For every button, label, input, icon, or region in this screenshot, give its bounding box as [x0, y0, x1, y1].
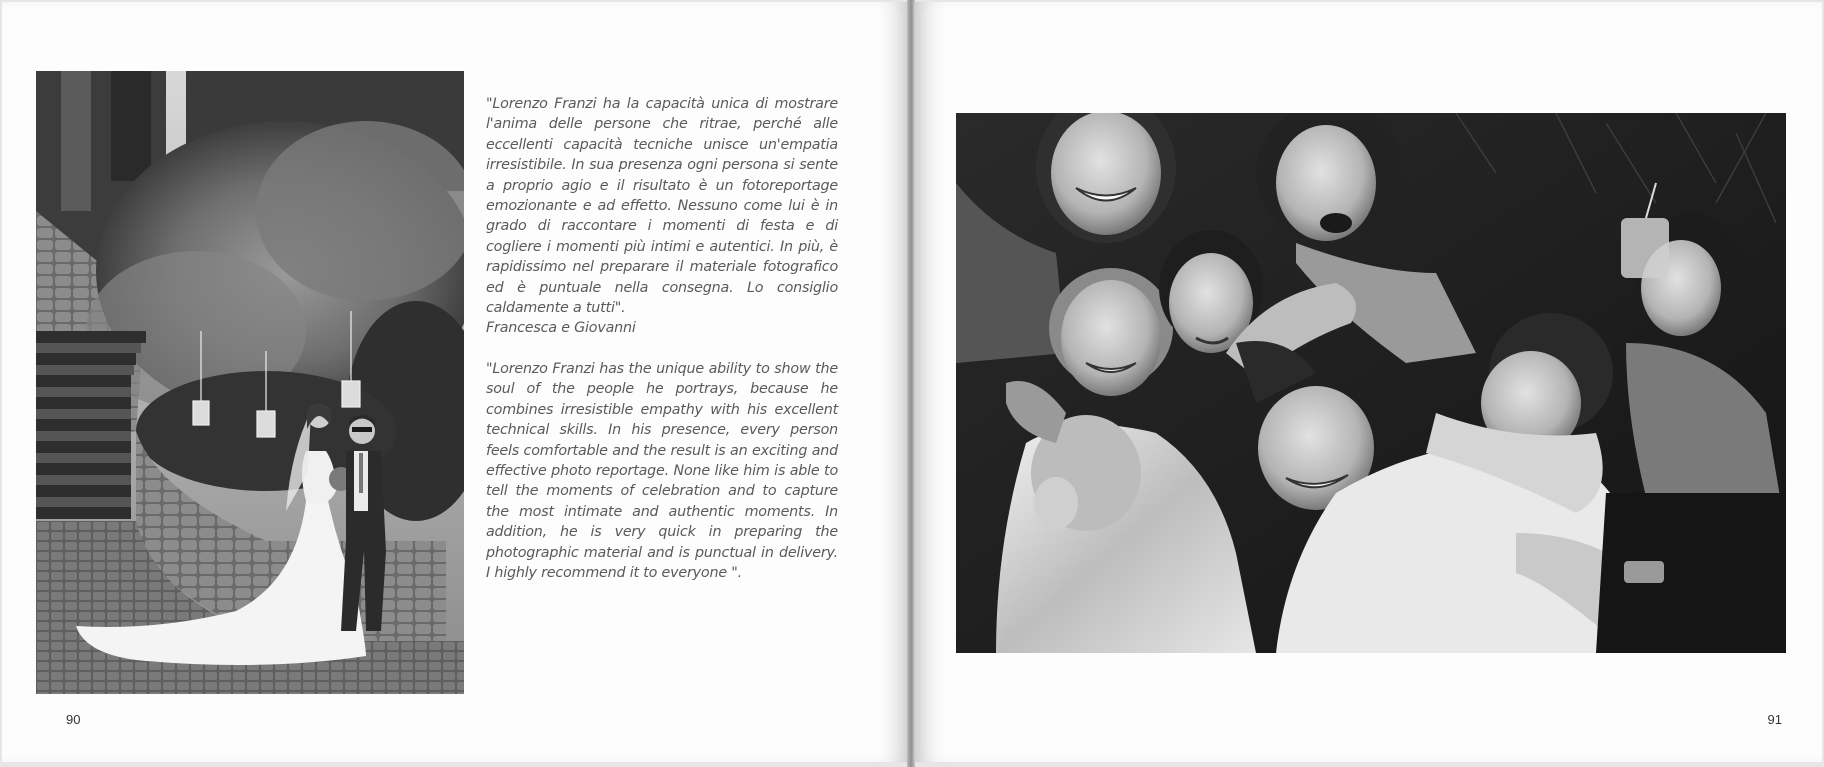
testimonial-quote-italian: "Lorenzo Franzi ha la capacità unica di mostrare l'anima delle persone che ritrae, perché alle eccellenti capacità tecniche unisce un'empatia irresistibile. In sua presenza ogni persona si sente a proprio agio e il risultato è un fotoreportage emozionante e ad effetto. Nessuno come lui è in grado di raccontare i momenti di festa e di cogliere i momenti più intimi e autentici. In più, è rapidissimo nel preparare il materiale fotografico ed è puntuale nella consegna. Lo consiglio caldamente a tutti".	[486, 96, 838, 317]
page-number-left: 90	[66, 712, 81, 727]
page-number-right: 91	[1767, 712, 1782, 727]
testimonial-text-block	[486, 94, 838, 583]
left-page	[2, 2, 908, 762]
right-page	[914, 2, 1822, 762]
testimonial-quote-english: "Lorenzo Franzi has the unique ability to show the soul of the people he portrays, because he combines irresistible empathy with his excellent technical skills. In his presence, every person feels comfortable and the result is an exciting and effective photo reportage. None like him is able to tell the moments of celebration and to capture the most intimate and authentic moments. In addition, he is very quick in preparing the photographic material and is punctual in delivery. I highly recommend it to everyone ".	[486, 360, 838, 581]
group-of-guests-photo	[956, 113, 1786, 653]
testimonial-signature: Francesca e Giovanni	[486, 320, 636, 337]
wedding-couple-photo	[36, 71, 464, 694]
